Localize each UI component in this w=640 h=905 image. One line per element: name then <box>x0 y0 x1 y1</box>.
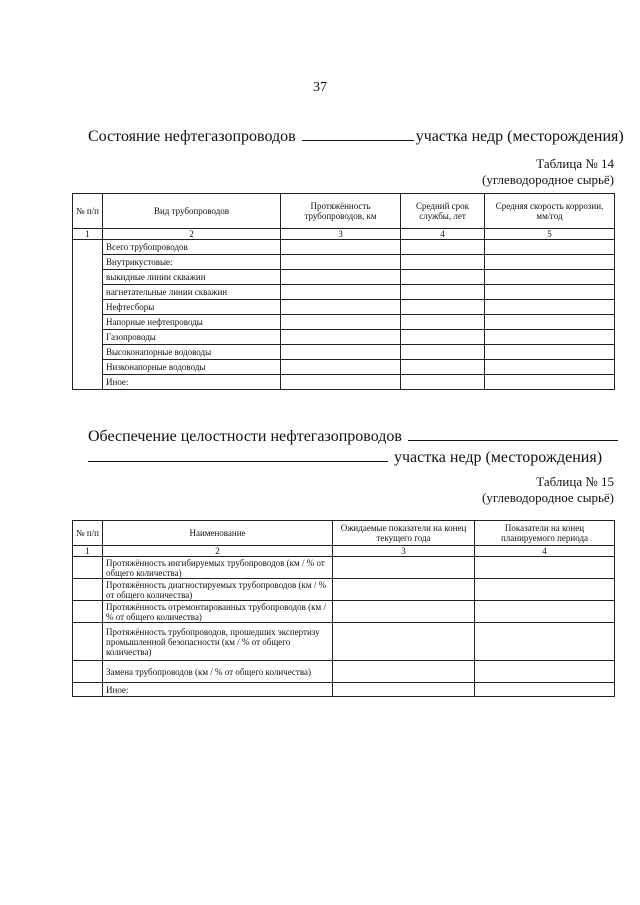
table14-row-label: Всего трубопроводов <box>103 240 281 255</box>
section1-title-blank <box>302 128 414 141</box>
table14-cell[interactable] <box>281 375 401 390</box>
table15-num-cell <box>73 683 103 697</box>
section2-title-line1 <box>88 428 618 446</box>
table15-cell[interactable] <box>333 579 475 601</box>
table14-header-service: Средний срок службы, лет <box>401 194 485 229</box>
table15-row-label: Протяжённость ингибируемых трубопроводов (км / % от общего количества) <box>103 557 333 579</box>
table-row <box>73 683 615 697</box>
table14-cell[interactable] <box>401 375 485 390</box>
table15-header-num: № п/п <box>73 521 103 546</box>
table-row <box>73 270 615 285</box>
table14-cell[interactable] <box>485 255 615 270</box>
table15-row-label: Протяжённость диагностируемых трубопроводов (км / % от общего количества) <box>103 579 333 601</box>
table-15 <box>72 520 615 697</box>
table-row <box>73 601 615 623</box>
table15-cell[interactable] <box>475 601 615 623</box>
table-row <box>73 300 615 315</box>
table-row <box>73 360 615 375</box>
table14-cell[interactable] <box>485 345 615 360</box>
table15-row-label: Протяжённость отремонтированных трубопроводов (км / % от общего количества) <box>103 601 333 623</box>
table14-index-cell: 3 <box>281 229 401 240</box>
table14-cell[interactable] <box>401 300 485 315</box>
section1-title-start: Состояние нефтегазопроводов <box>88 128 296 145</box>
table15-subtitle: (углеводородное сырьё) <box>482 490 614 505</box>
table-row <box>73 255 615 270</box>
table14-header-type: Вид трубопроводов <box>103 194 281 229</box>
section2-title-blank2 <box>88 449 388 462</box>
table14-row-label: Нефтесборы <box>103 300 281 315</box>
table14-cell[interactable] <box>485 315 615 330</box>
table14-index-cell: 1 <box>73 229 103 240</box>
table14-cell[interactable] <box>401 240 485 255</box>
table14-row-label: Газопроводы <box>103 330 281 345</box>
table-row <box>73 557 615 579</box>
table14-cell[interactable] <box>281 240 401 255</box>
section1-title-end: участка недр (месторождения) <box>415 128 624 145</box>
table14-cell[interactable] <box>485 270 615 285</box>
table14-cell[interactable] <box>281 270 401 285</box>
table14-cell[interactable] <box>401 315 485 330</box>
table14-header-length: Протяжённость трубопроводов, км <box>281 194 401 229</box>
table15-cell[interactable] <box>333 623 475 661</box>
table15-index-cell: 3 <box>333 546 475 557</box>
table-14 <box>72 193 615 390</box>
table15-cell[interactable] <box>333 557 475 579</box>
table14-cell[interactable] <box>401 330 485 345</box>
table14-row-label: Внутрикустовые: <box>103 255 281 270</box>
table15-num-cell <box>73 601 103 623</box>
table15-row-label: Иное: <box>103 683 333 697</box>
table15-cell[interactable] <box>475 557 615 579</box>
table15-header-row <box>73 521 615 546</box>
section2-title-line2 <box>88 449 602 467</box>
table14-cell[interactable] <box>485 330 615 345</box>
table-row <box>73 315 615 330</box>
table-row <box>73 623 615 661</box>
table14-cell[interactable] <box>401 345 485 360</box>
table14-cell[interactable] <box>401 285 485 300</box>
table14-num-merged <box>73 240 103 390</box>
table-row <box>73 579 615 601</box>
table15-index-cell: 1 <box>73 546 103 557</box>
table-row <box>73 375 615 390</box>
table14-index-cell: 4 <box>401 229 485 240</box>
table14-cell[interactable] <box>281 345 401 360</box>
table14-row-label: выкидные линии скважин <box>103 270 281 285</box>
table15-cell[interactable] <box>333 661 475 683</box>
table-row <box>73 330 615 345</box>
table15-header-expected: Ожидаемые показатели на конец текущего года <box>333 521 475 546</box>
table14-row-label: Напорные нефтепроводы <box>103 315 281 330</box>
table14-cell[interactable] <box>401 360 485 375</box>
table14-label: Таблица № 14 <box>536 156 614 171</box>
table15-cell[interactable] <box>475 683 615 697</box>
table15-header-name: Наименование <box>103 521 333 546</box>
table-row <box>73 661 615 683</box>
table14-cell[interactable] <box>401 270 485 285</box>
table14-subtitle: (углеводородное сырьё) <box>482 172 614 187</box>
table15-row-label: Протяжённость трубопроводов, прошедших экспертизу промышленной безопасности (км / % от общего количества) <box>103 623 333 661</box>
table14-header-row <box>73 194 615 229</box>
table14-cell[interactable] <box>281 285 401 300</box>
page-number: 37 <box>313 80 327 95</box>
table14-row-label: Низконапорные водоводы <box>103 360 281 375</box>
table15-cell[interactable] <box>475 579 615 601</box>
table15-cell[interactable] <box>333 683 475 697</box>
section2-title-blank1 <box>408 428 618 441</box>
table15-row-label: Замена трубопроводов (км / % от общего количества) <box>103 661 333 683</box>
table14-cell[interactable] <box>281 255 401 270</box>
table14-cell[interactable] <box>281 315 401 330</box>
table15-index-cell: 2 <box>103 546 333 557</box>
table15-index-row <box>73 546 615 557</box>
table14-header-num: № п/п <box>73 194 103 229</box>
table14-cell[interactable] <box>485 360 615 375</box>
table14-cell[interactable] <box>281 360 401 375</box>
table15-cell[interactable] <box>333 601 475 623</box>
table-row <box>73 345 615 360</box>
table15-num-cell <box>73 557 103 579</box>
section1-title <box>88 128 624 146</box>
section2-title-start: Обеспечение целостности нефтегазопроводов <box>88 428 402 445</box>
table15-cell[interactable] <box>475 661 615 683</box>
table14-cell[interactable] <box>401 255 485 270</box>
table14-caption <box>482 156 614 188</box>
table15-header-planned: Показатели на конец планируемого периода <box>475 521 615 546</box>
table14-index-cell: 5 <box>485 229 615 240</box>
table14-cell[interactable] <box>485 300 615 315</box>
table14-cell[interactable] <box>485 240 615 255</box>
table15-index-cell: 4 <box>475 546 615 557</box>
table14-row-label: нагнетательные линии скважин <box>103 285 281 300</box>
table14-cell[interactable] <box>485 375 615 390</box>
table14-header-corrosion: Средняя скорость коррозии, мм/год <box>485 194 615 229</box>
table-row <box>73 240 615 255</box>
table15-num-cell <box>73 579 103 601</box>
table15-caption <box>482 474 614 506</box>
table14-index-row <box>73 229 615 240</box>
table14-cell[interactable] <box>485 285 615 300</box>
table14-cell[interactable] <box>281 330 401 345</box>
table14-index-cell: 2 <box>103 229 281 240</box>
section2-title-end: участка недр (месторождения) <box>394 449 603 466</box>
table15-cell[interactable] <box>475 623 615 661</box>
table14-cell[interactable] <box>281 300 401 315</box>
table14-row-label: Иное: <box>103 375 281 390</box>
table15-num-cell <box>73 661 103 683</box>
table-row <box>73 285 615 300</box>
table15-label: Таблица № 15 <box>536 474 614 489</box>
table15-num-cell <box>73 623 103 661</box>
table14-row-label: Высоконапорные водоводы <box>103 345 281 360</box>
